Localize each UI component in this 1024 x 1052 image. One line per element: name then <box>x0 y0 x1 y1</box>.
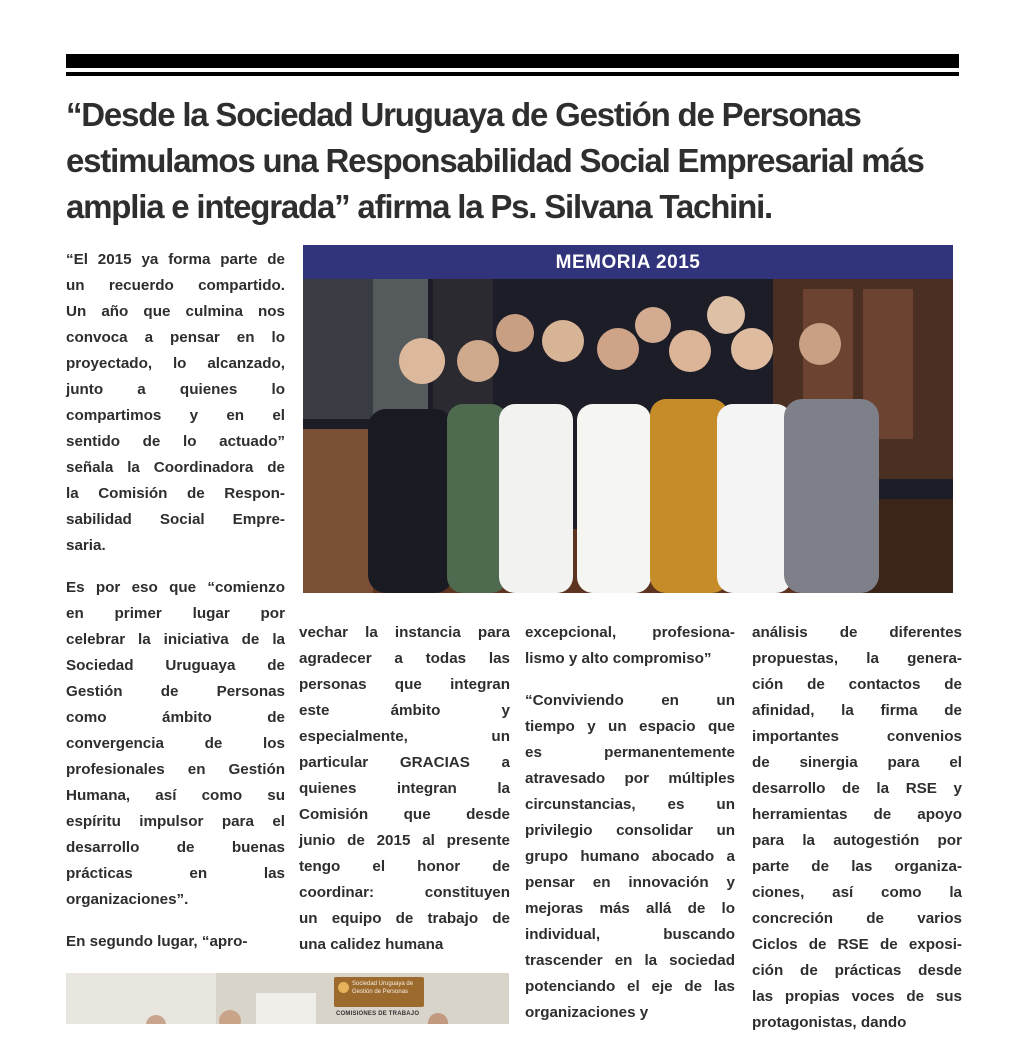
text-line: ción de contactos de <box>752 676 962 693</box>
text-line: Un año que culmina nos <box>66 303 285 320</box>
text-line: particular GRACIAS a <box>299 754 510 771</box>
text-line: una calidez humana <box>299 936 444 953</box>
text-line: Comisión que desde <box>299 806 510 823</box>
text-line: circunstancias, es un <box>525 796 735 813</box>
text-line: herramientas de apoyo <box>752 806 962 823</box>
headline-line-2: estimulamos una Responsabilidad Social Empresarial más <box>66 142 924 179</box>
column-2-paragraph-1 <box>299 620 510 958</box>
text-line: saria. <box>66 537 106 554</box>
text-line: grupo humano abocado a <box>525 848 735 865</box>
text-line: como ámbito de <box>66 709 285 726</box>
text-line: junio de 2015 al presente <box>299 832 510 849</box>
text-line: profesionales en Gestión <box>66 761 285 778</box>
text-line: tiempo y un espacio que <box>525 718 735 735</box>
text-line: Sociedad Uruguaya de <box>66 657 285 674</box>
text-line: las propias voces de sus <box>752 988 962 1005</box>
text-line: afinidad, la firma de <box>752 702 962 719</box>
text-line: desarrollo de la RSE y <box>752 780 962 797</box>
top-rule-thick <box>66 54 959 68</box>
text-line: privilegio consolidar un <box>525 822 735 839</box>
society-logo-icon <box>338 982 349 993</box>
text-line: personas que integran <box>299 676 510 693</box>
text-line: potenciando el eje de las <box>525 978 735 995</box>
column-1-paragraph-1 <box>66 247 285 559</box>
text-line: vechar la instancia para <box>299 624 510 641</box>
commission-photo <box>66 973 509 1024</box>
text-line: protagonistas, dando <box>752 1014 907 1031</box>
text-line: para la autogestión por <box>752 832 962 849</box>
text-line: un equipo de trabajo de <box>299 910 510 927</box>
text-line: trascender en la sociedad <box>525 952 735 969</box>
column-3-paragraph-1 <box>525 620 735 672</box>
society-logo-sign <box>334 977 424 1007</box>
text-line: organizaciones y <box>525 1004 649 1021</box>
text-line: proyectado, lo alcanzado, <box>66 355 285 372</box>
article-column-3 <box>525 620 735 1042</box>
text-line: “Conviviendo en un <box>525 692 735 709</box>
text-line: ción de prácticas desde <box>752 962 962 979</box>
text-line: concreción de varios <box>752 910 962 927</box>
text-line: excepcional, profesiona- <box>525 624 735 641</box>
top-rule-thin <box>66 72 959 76</box>
text-line: individual, buscando <box>525 926 735 943</box>
text-line: sentido de lo actuado” <box>66 433 285 450</box>
group-photo <box>303 245 953 593</box>
headline-line-1: “Desde la Sociedad Uruguaya de Gestión de Personas <box>66 96 861 133</box>
text-line: celebrar la iniciativa de la <box>66 631 285 648</box>
text-line: sabilidad Social Empre- <box>66 511 285 528</box>
headline-line-3: amplia e integrada” afirma la Ps. Silvana Tachini. <box>66 188 773 225</box>
text-line: parte de las organiza- <box>752 858 962 875</box>
text-line: especialmente, un <box>299 728 510 745</box>
text-line: coordinar: constituyen <box>299 884 510 901</box>
text-line: tengo el honor de <box>299 858 510 875</box>
text-line: mejoras más allá de lo <box>525 900 735 917</box>
text-line: Gestión de Personas <box>66 683 285 700</box>
text-line: propuestas, la genera- <box>752 650 962 667</box>
text-line: espíritu impulsor para el <box>66 813 285 830</box>
text-line: un recuerdo compartido. <box>66 277 285 294</box>
text-line: pensar en innovación y <box>525 874 735 891</box>
article-column-2 <box>299 620 510 974</box>
text-line: ciones, así como la <box>752 884 962 901</box>
commission-photo-image <box>66 973 509 1024</box>
text-line: Es por eso que “comienzo <box>66 579 285 596</box>
text-line: junto a quienes lo <box>66 381 285 398</box>
text-line: este ámbito y <box>299 702 510 719</box>
article-headline <box>66 92 961 230</box>
text-line: la Comisión de Respon- <box>66 485 285 502</box>
text-line: señala la Coordinadora de <box>66 459 285 476</box>
text-line: convergencia de los <box>66 735 285 752</box>
text-line: desarrollo de buenas <box>66 839 285 856</box>
sign-text: Sociedad Uruguaya de Gestión de Personas <box>352 981 414 995</box>
photo-banner: MEMORIA 2015 <box>303 245 953 279</box>
column-4-paragraph-1 <box>752 620 962 1036</box>
article-column-4 <box>752 620 962 1052</box>
text-line: compartimos y en el <box>66 407 285 424</box>
text-line: quienes integran la <box>299 780 510 797</box>
text-line: de sinergia para el <box>752 754 962 771</box>
text-line: en primer lugar por <box>66 605 285 622</box>
text-line: organizaciones”. <box>66 891 189 908</box>
column-1-paragraph-2 <box>66 575 285 913</box>
text-line: En segundo lugar, “apro- <box>66 933 248 950</box>
text-line: importantes convenios <box>752 728 962 745</box>
text-line: lismo y alto compromiso” <box>525 650 712 667</box>
text-line: agradecer a todas las <box>299 650 510 667</box>
text-line: Ciclos de RSE de exposi- <box>752 936 962 953</box>
sign-caption: COMISIONES DE TRABAJO <box>336 1011 420 1017</box>
article-column-1 <box>66 247 285 971</box>
text-line: análisis de diferentes <box>752 624 962 641</box>
group-photo-image <box>303 279 953 593</box>
text-line: Humana, así como su <box>66 787 285 804</box>
text-line: prácticas en las <box>66 865 285 882</box>
text-line: convoca a pensar en lo <box>66 329 285 346</box>
column-1-paragraph-3 <box>66 929 285 955</box>
column-3-paragraph-2 <box>525 688 735 1026</box>
text-line: es permanentemente <box>525 744 735 761</box>
text-line: “El 2015 ya forma parte de <box>66 251 285 268</box>
text-line: atravesado por múltiples <box>525 770 735 787</box>
